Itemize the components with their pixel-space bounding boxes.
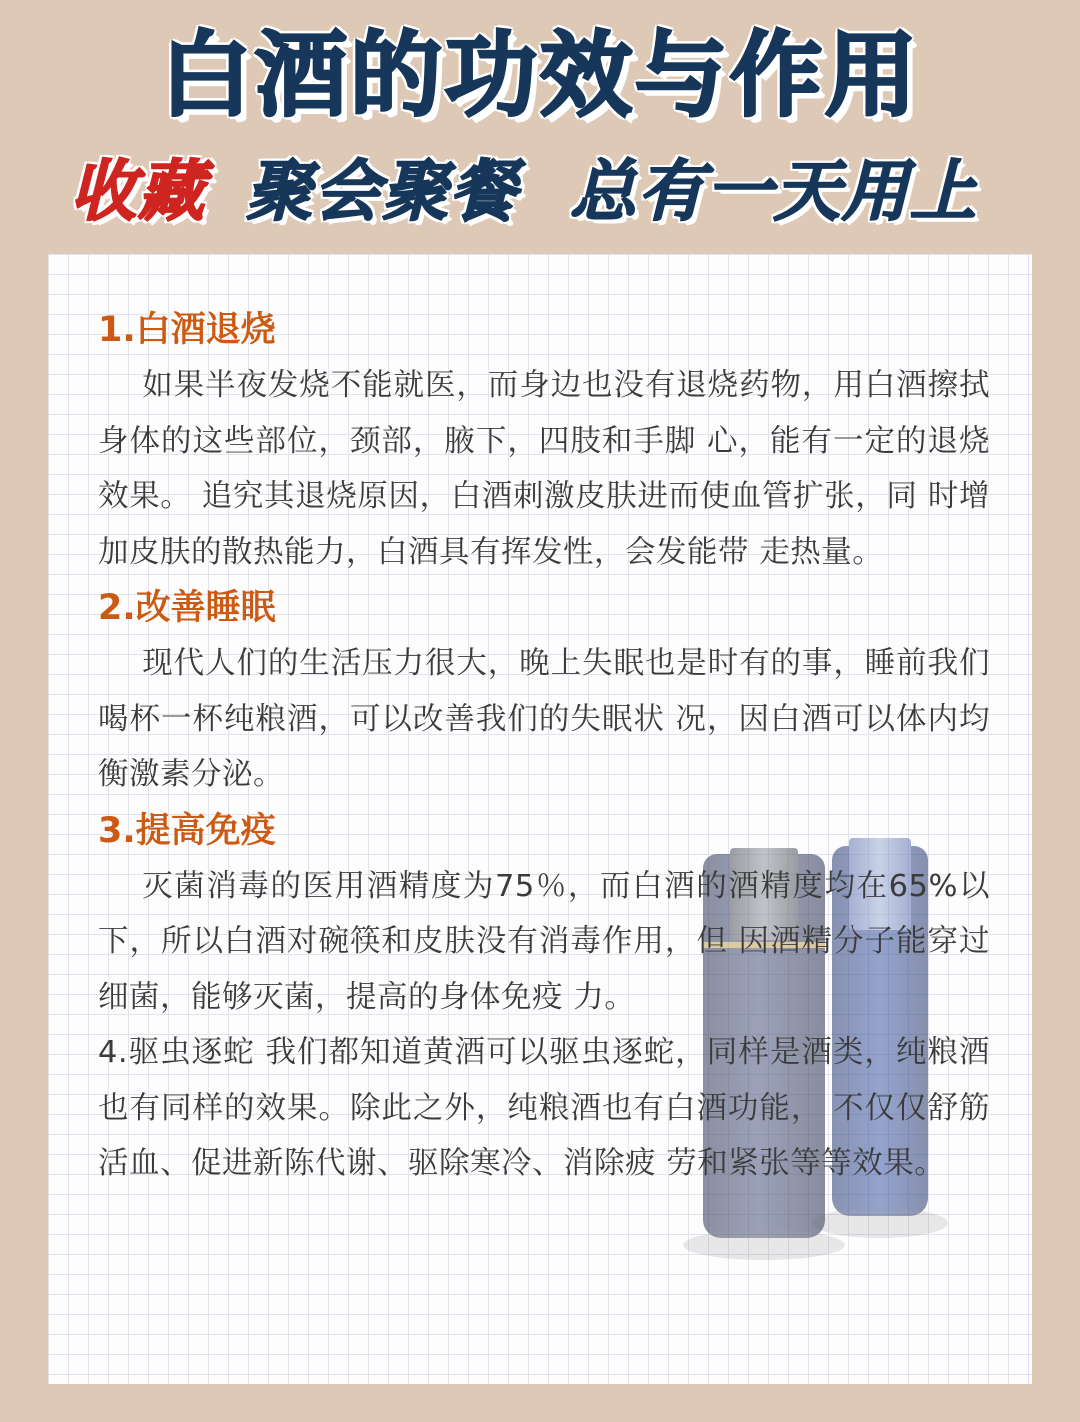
content-card xyxy=(48,254,1032,1384)
bottle-shadow xyxy=(683,1230,845,1260)
section-heading-sleep: 2.改善睡眠 xyxy=(98,588,276,628)
subtitle-collect: 收藏 xyxy=(70,153,206,230)
page-title: 白酒的功效与作用 xyxy=(159,22,920,129)
subtitle-gathering: 聚会聚餐 xyxy=(246,153,518,230)
section-heading-fever: 1.白酒退烧 xyxy=(98,310,276,350)
title-area xyxy=(0,22,1080,130)
section-text-fever: 如果半夜发烧不能就医，而身边也没有退烧药物，用白酒擦拭身体的这些部位，颈部，腋下，四肢和手脚 心，能有一定的退烧效果。 追究其退烧原因，白酒刺激皮肤进而使血管扩张，同 时增加皮肤的散热能力，白酒具有挥发性，会发能带 走热量。 xyxy=(98,368,990,570)
subtitle-row xyxy=(0,150,1080,234)
bottle-shadow xyxy=(812,1208,948,1238)
section-text-sleep: 现代人们的生活压力很大，晚上失眠也是时有的事，睡前我们喝杯一杯纯粮酒，可以改善我们的失眠状 况，因白酒可以体内均衡激素分泌。 xyxy=(98,646,990,792)
section-text-insects: 4.驱虫逐蛇 我们都知道黄酒可以驱虫逐蛇，同样是酒类，纯粮酒 也有同样的效果。除此之外，纯粮酒也有白酒功能， 不仅仅舒筋活血、促进新陈代谢、驱除寒冷、消除疲 劳和紧张等等效果。 xyxy=(98,1035,990,1181)
article-body xyxy=(98,302,990,1192)
section-text-immunity: 灭菌消毒的医用酒精度为75％，而白酒的酒精度均在65%以下，所以白酒对碗筷和皮肤没有消毒作用，但 因酒精分子能穿过细菌，能够灭菌，提高的身体免疫 力。 xyxy=(98,868,990,1015)
subtitle-useful-someday: 总有一天用上 xyxy=(570,153,978,230)
section-heading-immunity: 3.提高免疫 xyxy=(98,810,276,851)
